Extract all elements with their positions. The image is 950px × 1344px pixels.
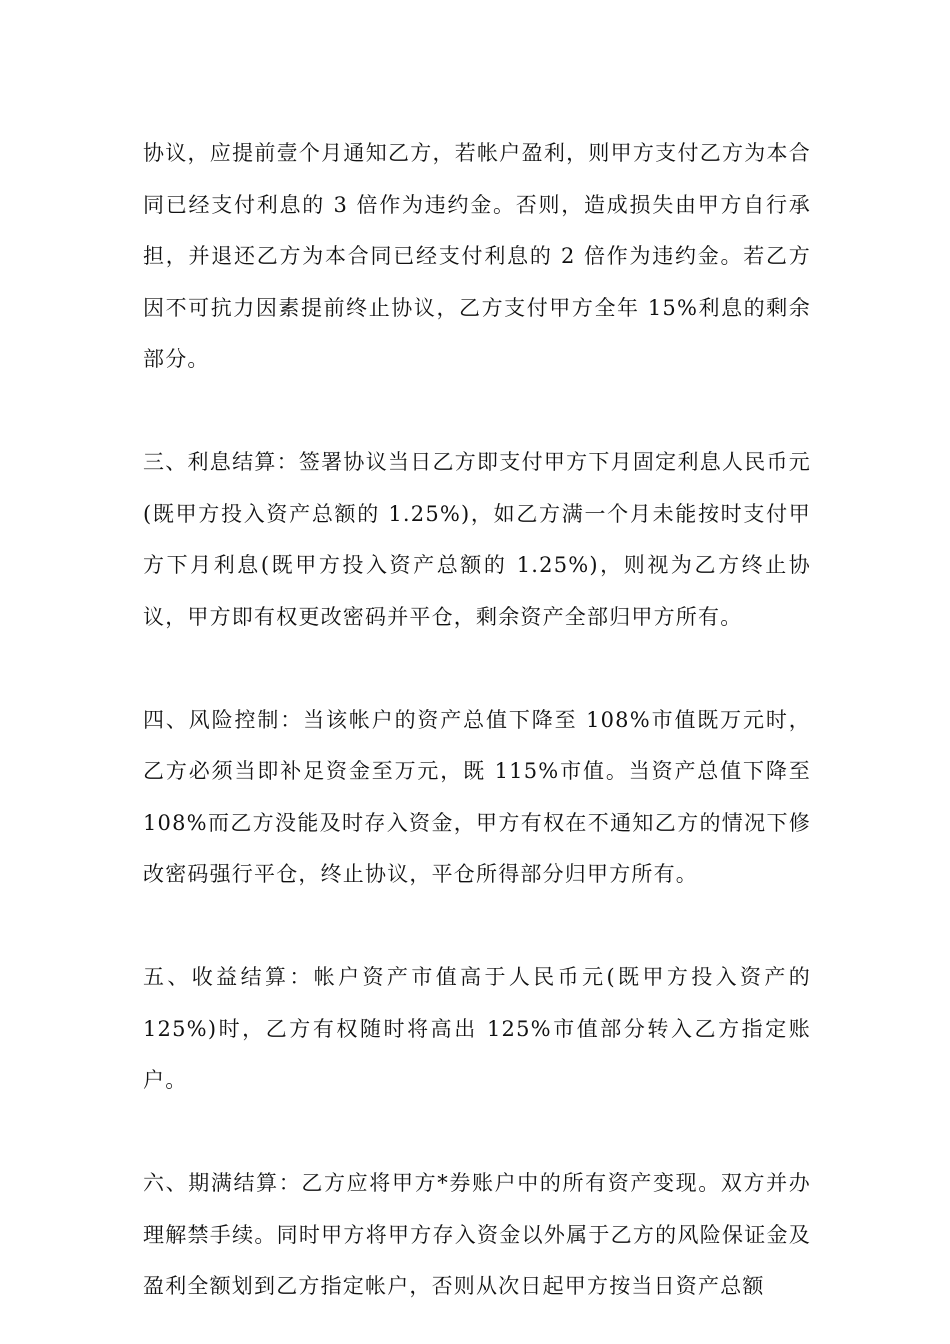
paragraph-risk-control: 四、风险控制：当该帐户的资产总值下降至 108%市值既万元时，乙方必须当即补足资金至万元，既 115%市值。当资产总值下降至 108%而乙方没能及时存入资金，甲方有权在不通知乙方的情况下修改密码强行平仓，终止协议，平仓所得部分归甲方所有。: [143, 707, 811, 886]
paragraph-maturity-settlement: 六、期满结算：乙方应将甲方*券账户中的所有资产变现。双方并办理解禁手续。同时甲方将甲方存入资金以外属于乙方的风险保证金及盈利全额划到乙方指定帐户，否则从次日起甲方按当日资产总额: [143, 1171, 811, 1298]
paragraph-profit-settlement: 五、收益结算：帐户资产市值高于人民币元(既甲方投入资产的125%)时，乙方有权随时将高出 125%市值部分转入乙方指定账户。: [143, 965, 811, 1092]
document-body: [143, 128, 811, 1313]
paragraph-interest-settlement: 三、利息结算：签署协议当日乙方即支付甲方下月固定利息人民币元(既甲方投入资产总额的 1.25%)，如乙方满一个月未能按时支付甲方下月利息(既甲方投入资产总额的 1.25%)，则视为乙方终止协议，甲方即有权更改密码并平仓，剩余资产全部归甲方所有。: [143, 450, 811, 629]
paragraph-continuation-breach: 协议，应提前壹个月通知乙方，若帐户盈利，则甲方支付乙方为本合同已经支付利息的 3 倍作为违约金。否则，造成损失由甲方自行承担，并退还乙方为本合同已经支付利息的 2 倍作为违约金。若乙方因不可抗力因素提前终止协议，乙方支付甲方全年 15%利息的剩余部分。: [143, 141, 811, 371]
